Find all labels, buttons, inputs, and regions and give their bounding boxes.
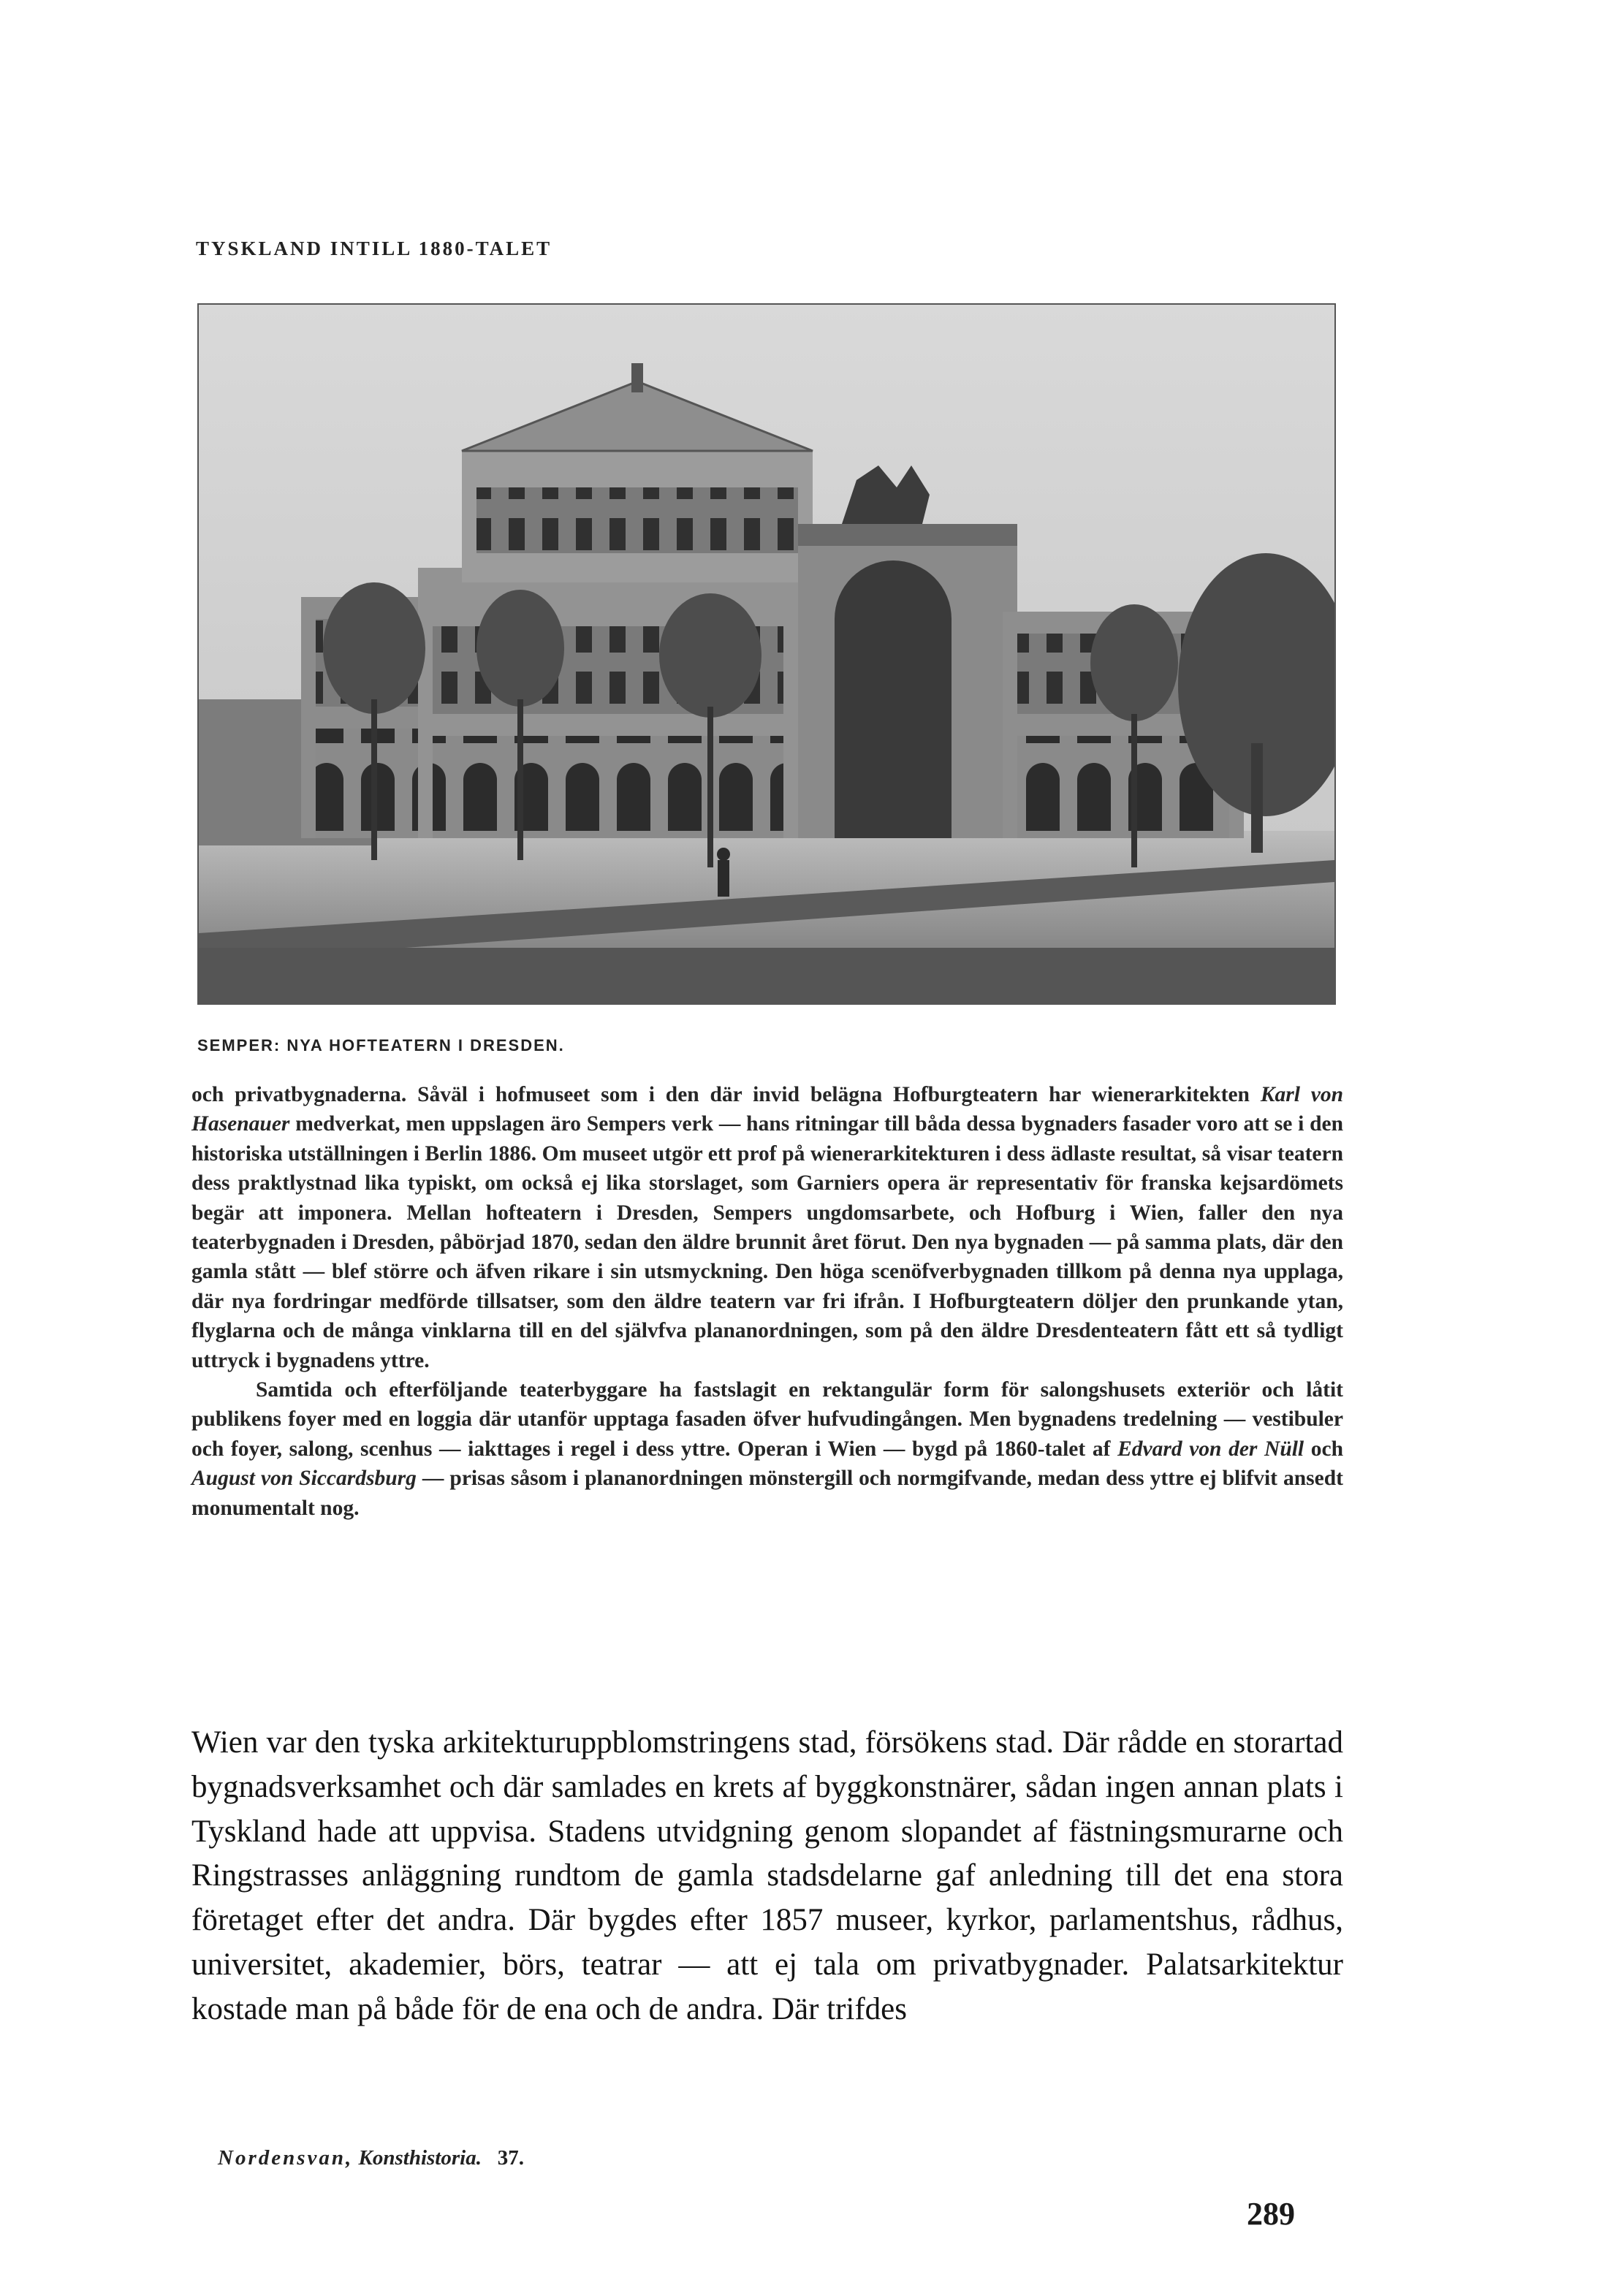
text-run: medverkat, men uppslagen äro Sempers verk — hans ritningar till båda dessa bygnaders fasader voro att se i den historiska utställningen i Berlin 1886. Om museet utgör ett prof på wienerarkitekturen i dess ädlaste resultat, så visar teatern dess praktlystnad lika typiskt, om också ej lika storslaget, som Garniers opera är representativ för franska kejsardömets begär att imponera. Mellan hofteatern i Dresden, Sempers ungdomsarbete, och Hofburg i Wien, faller den nya teaterbygnaden i Dresden, påbörjad 1870, sedan den äldre brunnit året förut. Den nya bygnaden — på samma plats, där den gamla stått — blef större och äfven rikare i sin utsmyckning. Den höga scenöfverbygnaden tillkom på denna nya upplaga, där nya fordringar medförde tillsatser, som den äldre teatern var fri ifrån. I Hofburgteatern döljer den prunkande ytan, flyglarna och de många vinklarna till en del självfva plananordningen, som på den äldre Dresdenteatern fått ett så tydligt uttryck i bygnadens yttre. (191, 1112, 1343, 1372)
text-run: och privatbygnaderna. Såväl i hofmuseet som i den där invid belägna Hofburgteatern har wienerarkitekten (191, 1083, 1261, 1106)
signature-line (218, 2146, 524, 2170)
large-text-body (191, 1721, 1343, 2032)
figure-photograph (197, 303, 1336, 1005)
italic-name: Karl von Hasenauer (191, 1083, 1343, 1136)
figure-caption: SEMPER: NYA HOFTEATERN I DRESDEN. (197, 1036, 565, 1054)
small-text-body (191, 1080, 1343, 1523)
signature-author: Nordensvan, (218, 2146, 354, 2170)
italic-name: Edvard von der Nüll (1117, 1437, 1304, 1461)
text-run: — prisas såsom i plananordningen mönstergill och normgifvande, medan dess yttre ej blifvit ansedt monumentalt nog. (191, 1467, 1343, 1520)
running-head: TYSKLAND INTILL 1880-TALET (196, 237, 552, 259)
paragraph-2 (191, 1375, 1343, 1523)
signature-sheet: 37. (497, 2146, 524, 2170)
paragraph-1 (191, 1080, 1343, 1375)
text-run: Samtida och efterföljande teaterbyggare ha fastslagit en rektangulär form för salongshusets exteriör och låtit publikens foyer med en loggia där utanför upptaga fasaden öfver hufvudingången. Men bygnadens tredelning — vestibuler och foyer, salong, scenhus — iakttages i regel i dess yttre. Operan i Wien — bygd på 1860-talet af (191, 1378, 1343, 1461)
signature-title: Konsthistoria. (358, 2146, 482, 2170)
text-run: och (1304, 1437, 1344, 1461)
paragraph-3: Wien var den tyska arkitekturuppblomstringens stad, försökens stad. Där rådde en storartad bygnadsverksamhet och där samlades en krets af byggkonstnärer, sådan ingen annan plats i Tyskland hade att uppvisa. Stadens utvidgning genom slopandet af fästningsmurarne och Ringstrasses anläggning rundtom de gamla stadsdelarne gaf anledning till det ena stora företaget efter det andra. Där bygdes efter 1857 museer, kyrkor, parlamentshus, rådhus, universitet, akademier, börs, teatrar — att ej tala om privatbygnader. Palatsarkitektur kostade man på både för de ena och de andra. Där trifdes (191, 1725, 1343, 2026)
italic-name: August von Siccardsburg (191, 1467, 417, 1491)
page-number: 289 (1247, 2196, 1295, 2232)
